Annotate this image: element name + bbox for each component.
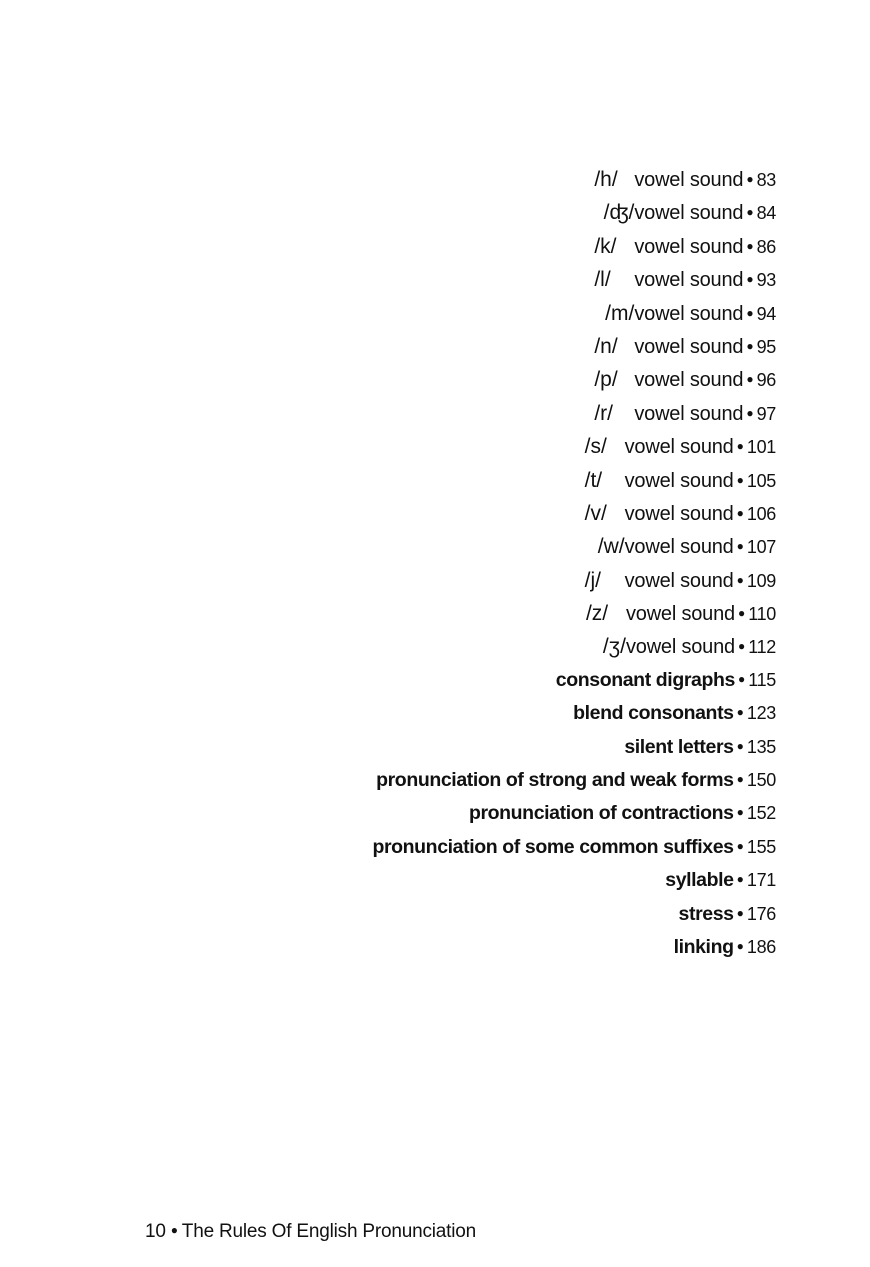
toc-entry-page-number: 84 [756, 203, 776, 224]
toc-entry-page-number: 106 [746, 503, 776, 524]
toc-entry-page-number: 96 [756, 370, 776, 391]
bullet-icon: ● [737, 606, 746, 621]
toc-entry[interactable] [372, 831, 776, 864]
toc-entry-symbol: /k/ [594, 234, 617, 258]
bullet-icon: ● [736, 772, 744, 787]
toc-entry-symbol: /v/ [584, 501, 607, 525]
toc-entry-page-number: 186 [746, 936, 776, 957]
toc-entry[interactable] [624, 731, 776, 764]
toc-entry-page-number: 112 [748, 637, 776, 658]
toc-entry[interactable] [594, 263, 776, 296]
bullet-icon: ● [737, 639, 746, 654]
toc-entry-label: vowel sound [624, 502, 734, 525]
toc-entry-page-number: 97 [756, 403, 776, 424]
toc-entry[interactable] [585, 430, 776, 463]
bullet-icon: ● [736, 472, 744, 487]
toc-entry[interactable] [594, 330, 776, 363]
toc-entry-label: vowel sound [634, 302, 744, 325]
toc-entry-symbol: /z/ [585, 602, 609, 626]
toc-entry-page-number: 176 [746, 903, 776, 924]
toc-entry-label: stress [678, 902, 734, 925]
toc-entry-page-number: 101 [746, 437, 776, 458]
toc-entry-label: vowel sound [624, 436, 734, 459]
toc-entry-symbol: /s/ [584, 435, 607, 459]
bullet-icon: ● [746, 372, 754, 387]
toc-entry-label: vowel sound [625, 636, 735, 659]
toc-entry[interactable] [585, 464, 776, 497]
toc-entry-label: pronunciation of some common suffixes [372, 835, 734, 858]
toc-entry-symbol: /n/ [594, 334, 618, 358]
toc-entry[interactable] [674, 931, 776, 964]
toc-entry[interactable] [594, 163, 776, 196]
toc-entry[interactable] [573, 697, 776, 730]
toc-entry[interactable] [603, 630, 776, 663]
toc-entry-label: consonant digraphs [555, 668, 735, 691]
toc-entry-page-number: 105 [746, 470, 776, 491]
toc-entry-symbol: /ʤ/ [603, 201, 635, 225]
toc-entry-label: vowel sound [634, 402, 744, 425]
footer-bullet-icon: ● [170, 1223, 178, 1237]
toc-entry[interactable] [665, 864, 776, 897]
toc-entry-label: pronunciation of strong and weak forms [376, 769, 734, 792]
toc-entry-page-number: 109 [746, 570, 776, 591]
footer-page-number: 10 [145, 1221, 166, 1242]
toc-entry-page-number: 115 [748, 669, 776, 690]
footer-book-title: The Rules Of English Pronunciation [181, 1221, 476, 1242]
toc-entry-label: vowel sound [634, 369, 744, 392]
toc-entry-label: syllable [665, 869, 734, 892]
toc-entry[interactable] [598, 530, 776, 563]
bullet-icon: ● [746, 338, 754, 353]
toc-entry-label: vowel sound [634, 169, 744, 191]
toc-entry-label: linking [673, 935, 734, 958]
toc-entry-symbol: /h/ [594, 168, 618, 191]
bullet-icon: ● [736, 505, 744, 520]
bullet-icon: ● [746, 205, 754, 220]
toc-entry[interactable] [594, 230, 776, 263]
bullet-icon: ● [736, 905, 744, 920]
bullet-icon: ● [736, 572, 744, 587]
toc-entry[interactable] [585, 564, 776, 597]
bullet-icon: ● [746, 272, 754, 287]
toc-entry-page-number: 86 [756, 236, 776, 257]
bullet-icon: ● [736, 805, 744, 820]
bullet-icon: ● [736, 872, 744, 887]
bullet-icon: ● [736, 938, 744, 953]
toc-entry-label: vowel sound [634, 202, 744, 225]
bullet-icon: ● [736, 539, 744, 554]
toc-entry[interactable] [594, 397, 776, 430]
toc-entry-symbol: /p/ [594, 368, 618, 392]
bullet-icon: ● [736, 439, 744, 454]
toc-entry-symbol: /ʒ/ [602, 635, 626, 659]
toc-entry-label: pronunciation of contractions [468, 802, 734, 825]
toc-entry-page-number: 150 [746, 770, 776, 791]
toc-entry-label: vowel sound [624, 536, 734, 559]
toc-entry[interactable] [605, 297, 776, 330]
toc-entry-symbol: /l/ [594, 268, 611, 292]
toc-entry-symbol: /j/ [584, 568, 601, 592]
bullet-icon: ● [746, 305, 754, 320]
table-of-contents [176, 163, 776, 964]
toc-entry-page-number: 94 [756, 303, 776, 324]
toc-entry[interactable] [469, 797, 776, 830]
toc-entry-label: vowel sound [624, 569, 734, 592]
bullet-icon: ● [736, 838, 744, 853]
toc-entry[interactable] [556, 664, 776, 697]
bullet-icon: ● [746, 238, 754, 253]
toc-entry-page-number: 107 [746, 537, 776, 558]
toc-entry[interactable] [586, 597, 776, 630]
toc-entry-label: vowel sound [625, 603, 735, 626]
toc-entry[interactable] [594, 363, 776, 396]
toc-entry-page-number: 152 [746, 803, 776, 824]
toc-entry-symbol: /w/ [597, 535, 625, 559]
bullet-icon: ● [737, 671, 746, 686]
bullet-icon: ● [746, 405, 754, 420]
toc-entry-page-number: 123 [746, 703, 776, 724]
toc-entry-symbol: /r/ [594, 401, 614, 425]
toc-entry-label: vowel sound [634, 269, 744, 292]
toc-entry-label: silent letters [624, 735, 734, 758]
toc-entry-label: vowel sound [634, 335, 744, 358]
toc-entry[interactable] [679, 898, 776, 931]
toc-entry-label: vowel sound [624, 469, 734, 492]
toc-entry[interactable] [585, 497, 776, 530]
toc-entry-page-number: 95 [756, 336, 776, 357]
toc-entry-symbol: /m/ [605, 301, 635, 325]
toc-entry-page-number: 155 [746, 836, 776, 857]
toc-entry[interactable] [376, 764, 776, 797]
page-footer [145, 1221, 476, 1243]
toc-entry-page-number: 135 [746, 736, 776, 757]
toc-entry-label: vowel sound [634, 235, 744, 258]
toc-entry-symbol: /t/ [584, 468, 603, 492]
bullet-icon: ● [736, 705, 744, 720]
toc-entry[interactable] [604, 196, 776, 229]
toc-entry-page-number: 110 [748, 604, 776, 625]
toc-entry-page-number: 171 [746, 870, 776, 891]
bullet-icon: ● [746, 172, 754, 186]
toc-entry-page-number: 93 [756, 270, 776, 291]
toc-entry-label: blend consonants [573, 702, 734, 725]
bullet-icon: ● [736, 738, 744, 753]
toc-entry-page-number: 83 [756, 170, 776, 190]
